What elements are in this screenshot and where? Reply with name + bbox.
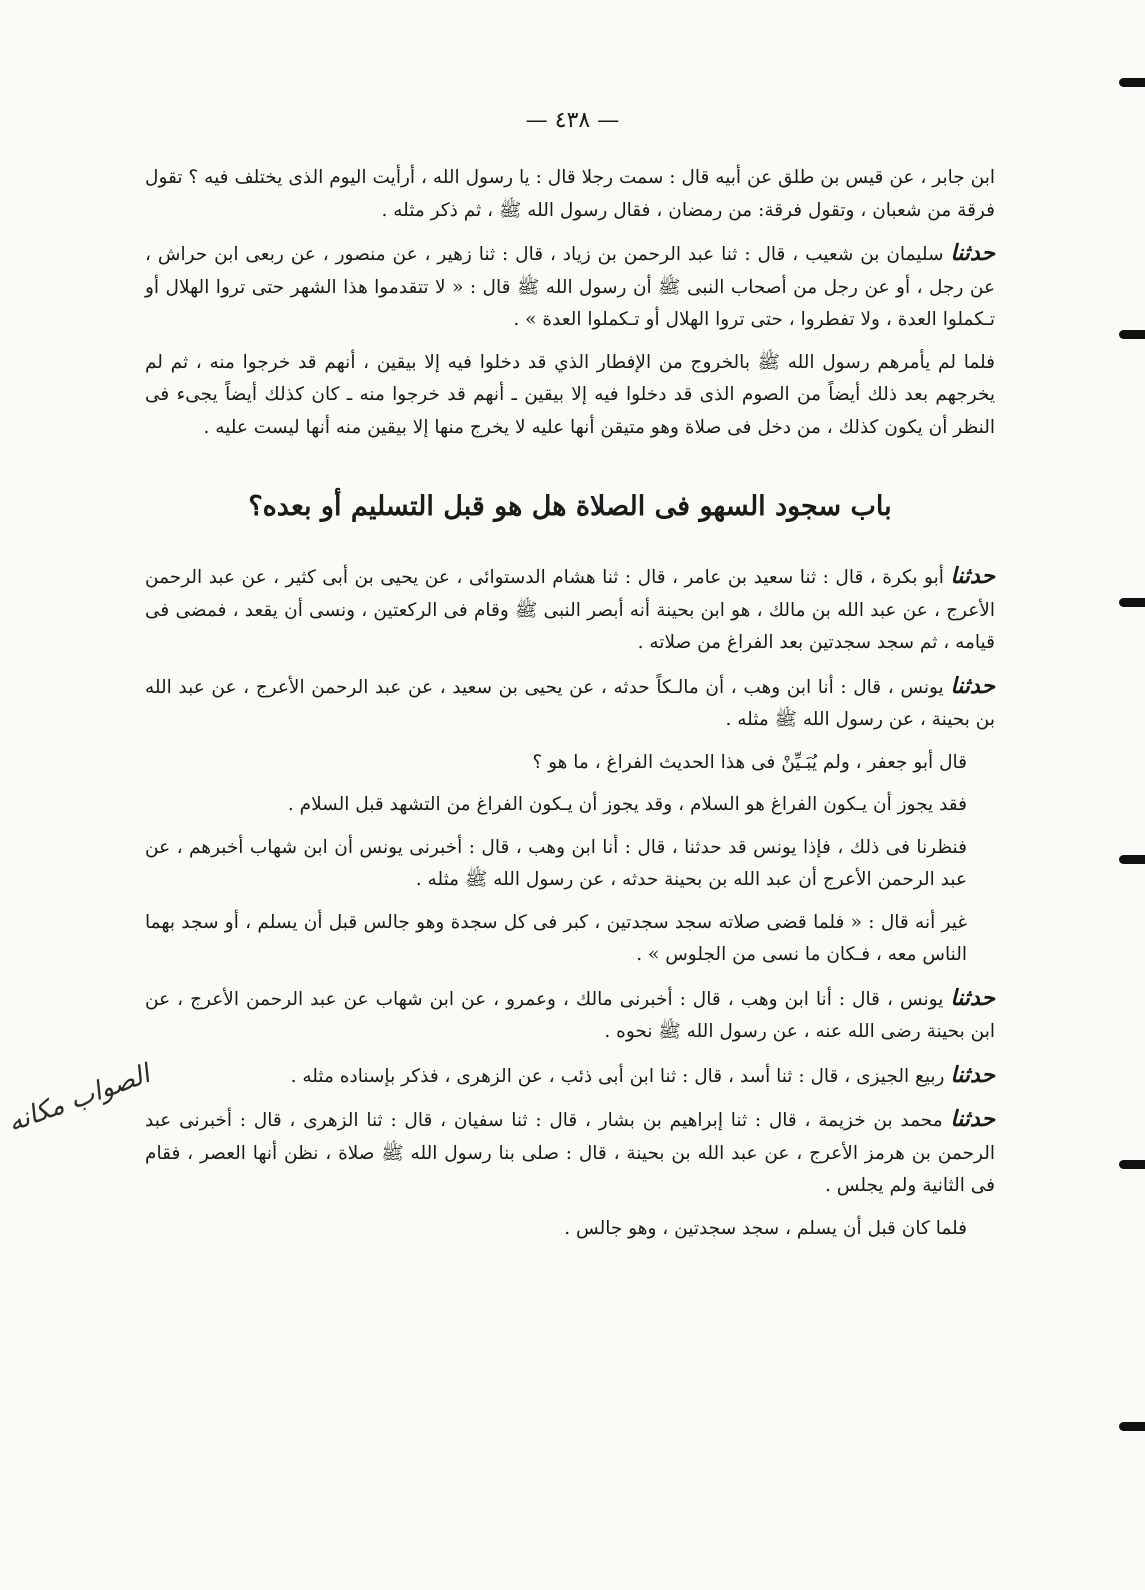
paragraph-text: ربيع الجيزى ، قال : ثنا أسد ، قال : ثنا ابن أبى ذئب ، عن الزهرى ، فذكر بإسناده مثله .: [290, 1065, 951, 1087]
paragraph-text: أبو بكرة ، قال : ثنا سعيد بن عامر ، قال : ثنا هشام الدستوائى ، عن يحيى بن أبى كثير ، عن عبد الرحمن الأعرج ، عن عبد الله بن مالك ، هو ابن بحينة أنه أبصر النبى ﷺ وقام فى الركعتين ، ونسى أن يقعد ، فمضى فى قيامه ، ثم سجد سجدتين بعد الفراغ من صلاته .: [145, 567, 995, 653]
paragraph: [145, 747, 995, 780]
paragraph: [145, 982, 995, 1049]
paragraph-text: ابن جابر ، عن قيس بن طلق عن أبيه قال : سمت رجلا قال : يا رسول الله ، أرأيت اليوم الذى يختلف فيه ؟ تقول فرقة من شعبان ، وتقول فرقة: من رمضان ، فقال رسول الله ﷺ ، ثم ذكر مثله .: [145, 167, 995, 221]
paragraph-text: محمد بن خزيمة ، قال : ثنا إبراهيم بن بشار ، قال : ثنا سفيان ، قال : ثنا الزهرى ، قال : أخبرنى عبد الرحمن بن هرمز الأعرج ، عن عبد الله بن بحينة ، قال : صلى بنا رسول الله ﷺ صلاة ، نظن أنها العصر ، فقام فى الثانية ولم يجلس .: [145, 1110, 995, 1196]
edge-mark: [1119, 1422, 1145, 1431]
edge-mark: [1119, 855, 1145, 864]
edge-mark: [1119, 330, 1145, 339]
edge-mark: [1119, 78, 1145, 87]
paragraph: [145, 237, 995, 337]
paragraph: [145, 162, 995, 227]
chapter-title: باب سجود السهو فى الصلاة هل هو قبل التسليم أو بعده؟: [248, 491, 892, 522]
paragraph: [145, 907, 995, 972]
bottom-paragraphs: [145, 560, 995, 1245]
page-number: — ٤٣٨ —: [525, 108, 620, 133]
hadith-keyword: حدثنا: [950, 984, 995, 1011]
edge-mark: [1119, 598, 1145, 607]
top-paragraphs: [145, 162, 995, 444]
paragraph-text: يونس ، قال : أنا ابن وهب ، أن مالـكاً حدثه ، عن يحيى بن سعيد ، عن عبد الرحمن الأعرج ، عن عبد الله بن بحينة ، عن رسول الله ﷺ مثله .: [145, 676, 995, 730]
main-text: [145, 162, 995, 1255]
paragraph-text: فلما كان قبل أن يسلم ، سجد سجدتين ، وهو جالس .: [564, 1217, 967, 1239]
edge-mark: [1119, 1160, 1145, 1169]
paragraph: [145, 789, 995, 822]
paragraph: [145, 832, 995, 897]
paragraph: [145, 1059, 995, 1094]
hadith-keyword: حدثنا: [950, 1106, 995, 1132]
handwritten-margin-note: الصواب مكانه: [4, 1059, 154, 1139]
hadith-keyword: حدثنا: [950, 672, 995, 699]
paragraph: [145, 1213, 995, 1246]
hadith-keyword: حدثنا: [950, 563, 995, 589]
paragraph: [145, 1103, 995, 1203]
paragraph-text: غير أنه قال : « فلما قضى صلاته سجد سجدتين ، كبر فى كل سجدة وهو جالس قبل أن يسلم ، أو سجد بهما الناس معه ، فـكان ما نسى من الجلوس » .: [145, 911, 967, 965]
paragraph: [145, 670, 995, 737]
paragraph-text: سليمان بن شعيب ، قال : ثنا عبد الرحمن بن زياد ، قال : ثنا زهير ، عن منصور ، عن ربعى ابن حراش ، عن رجل ، أو عن رجل من أصحاب النبى ﷺ أن رسول الله ﷺ قال : « لا تتقدموا هذا الشهر حتى تروا الهلال أو تـكملوا العدة ، ولا تفطروا ، حتى تروا الهلال أو تـكملوا العدة » .: [145, 244, 995, 330]
paragraph-text: يونس ، قال : أنا ابن وهب ، قال : أخبرنى مالك ، وعمرو ، عن ابن شهاب عن عبد الرحمن الأعرج ، عن ابن بحينة رضى الله عنه ، عن رسول الله ﷺ نحوه .: [145, 988, 995, 1042]
paragraph: [145, 347, 995, 445]
paragraph: [145, 560, 995, 660]
paragraph-text: فلما لم يأمرهم رسول الله ﷺ بالخروج من الإفطار الذي قد دخلوا فيه إلا بيقين ، أنهم قد خرجوا منه ، ثم لم يخرجهم بعد ذلك أيضاً من الصوم الذى قد دخلوا فيه إلا بيقين ـ أنهم قد خرجوا منه ـ كان كذلك أيضاً يجىء فى النظر أن يكون كذلك ، من دخل فى صلاة وهو متيقن أنها عليه لا يخرج منها إلا بيقين منه أنها ليست عليه .: [145, 351, 995, 438]
paragraph-text: قال أبو جعفر ، ولم يُبَـيِّنْ فى هذا الحديث الفراغ ، ما هو ؟: [532, 751, 967, 773]
paragraph-text: فنظرنا فى ذلك ، فإذا يونس قد حدثنا ، قال : أنا ابن وهب ، قال : أخبرنى يونس أن ابن شهاب أخبرهم ، عن عبد الرحمن الأعرج أن عبد الله بن بحينة حدثه ، عن رسول الله ﷺ مثله .: [145, 836, 967, 890]
paragraph-text: فقد يجوز أن يـكون الفراغ هو السلام ، وقد يجوز أن يـكون الفراغ من التشهد قبل السلام .: [287, 794, 967, 815]
hadith-keyword: حدثنا: [950, 1061, 995, 1088]
hadith-keyword: حدثنا: [950, 240, 995, 266]
